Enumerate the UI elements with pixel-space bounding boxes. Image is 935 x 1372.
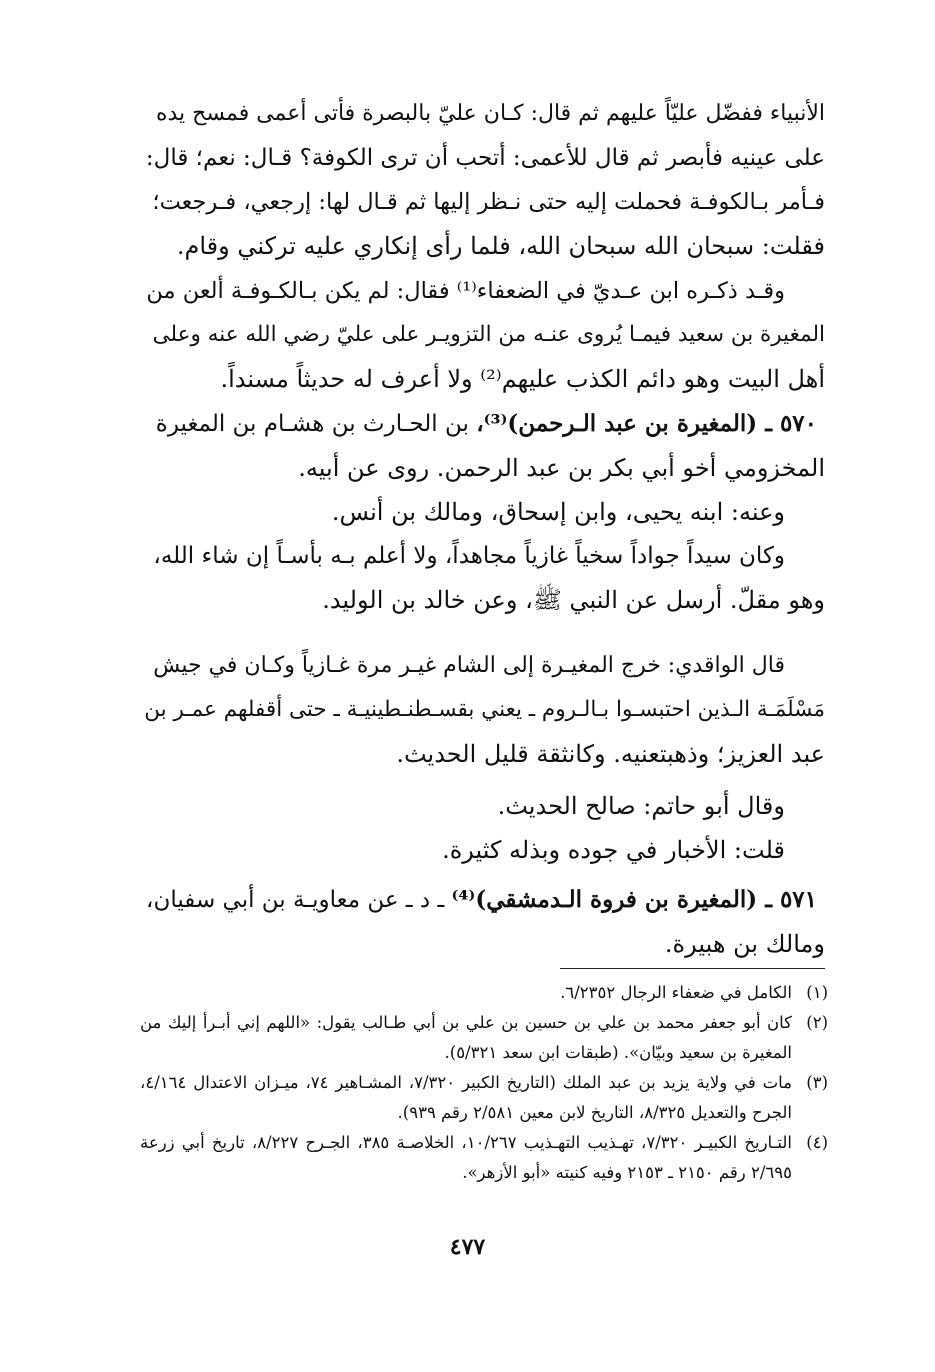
entry-570-lineage: بن الحـارث بن هشـام بن المغيرة — [155, 411, 477, 437]
paragraph-abu-hatim — [145, 784, 825, 872]
text-line: أهل البيت وهو دائم الكذب عليهم⁽²⁾ ولا أعرف له حديثاً مسنداً. — [220, 365, 825, 393]
entry-570-heading: ٥٧٠ ـ (المغيرة بن عبد الـرحمن)⁽³⁾، — [476, 410, 817, 437]
text-line: فقلت: سبحان الله سبحان الله، فلما رأى إنكاري عليه تركني وقام. — [176, 232, 825, 260]
entry-571 — [145, 878, 825, 966]
entry-570-first-line — [145, 402, 825, 446]
paragraph-ibn-adi — [145, 269, 825, 401]
paragraph-prophets — [145, 92, 825, 268]
text-line: مَسْلَمَـة الـذين احتبسـوا بـالـروم ـ يعني بقسـطنـطينيـة ـ حتى أقفلهم عمـر بن — [144, 697, 825, 722]
entry-571-first-line — [145, 878, 825, 922]
text-line: قال الواقدي: خرج المغيـرة إلى الشام غيـر مرة غـازياً وكـان في جيش — [153, 653, 785, 678]
footnote-text: التـاريخ الكبيـر ٧/٣٢٠، تهـذيب التهـذيب ١٠/٢٦٧، الخلاصـة ٣٨٥، الجـرح ٨/٢٢٧، تاريخ أبي زرعة ٢/٦٩٥ رقم ٢١٥٠ ـ ٢١٥٣ وفيه كنيته «أبو الأزهر». — [140, 1133, 792, 1182]
text-line: على عينيه فأبصر ثم قال للأعمى: أتحب أن ترى الكوفة؟ قـال: نعم؛ قال: — [145, 145, 825, 171]
footnote-3 — [140, 1068, 828, 1128]
entry-571-rest: ـ د ـ عن معاويـة بن أبي سفيان، — [146, 887, 452, 913]
text-line: وكان سيداً جواداً سخياً غازياً مجاهداً، ولا أعلم بـه بأسـاً إن شاء الله، — [153, 543, 785, 569]
text-line: الأنبياء ففضّل عليّاً عليهم ثم قال: كـان عليّ بالبصرة فأتى أعمى فمسح يده — [155, 101, 825, 126]
footnote-1 — [140, 978, 828, 1008]
text-line: ومالك بن هبيرة. — [664, 930, 825, 958]
footnote-text: الكامل في ضعفاء الرجال ٦/٢٣٥٢. — [560, 983, 792, 1002]
text-line: قلت: الأخبار في جوده وبذله كثيرة. — [442, 836, 785, 864]
text-line: المغيرة بن سعيد فيمـا يُروى عنـه من التزويـر على عليّ رضي الله عنه وعلى — [152, 322, 825, 347]
entry-571-heading: ٥٧١ ـ (المغيرة بن فروة الـدمشقي)⁽⁴⁾ — [451, 886, 817, 913]
text-line: المخزومي أخو أبي بكر بن عبد الرحمن. روى عن أبيه. — [298, 454, 825, 482]
paragraph-waqidi — [145, 644, 825, 776]
footnote-text: مات في ولاية يزيد بن عبد الملك (التاريخ الكبير ٧/٣٢٠، المشـاهير ٧٤، ميـزان الاعتدال ٤/١٦٤، الجرح والتعديل ٨/٣٢٥، التاريخ لابن معين ٢/٥٨١ رقم ٩٣٩). — [140, 1073, 792, 1122]
footnote-4 — [140, 1128, 828, 1188]
footnote-number: (١) — [806, 983, 828, 1002]
text-line: فـأمر بـالكوفـة فحملت إليه حتى نـظر إليها ثم قـال لها: إرجعي، فـرجعت؛ — [152, 189, 825, 215]
footnote-number: (٤) — [806, 1133, 828, 1152]
text-line: عبد العزيز؛ وذهبتعنيه. وكانثقة قليل الحديث. — [396, 740, 825, 768]
footnote-number: (٢) — [806, 1013, 828, 1032]
footnotes — [140, 978, 828, 1188]
text-line: وهو مقلّ. أرسل عن النبي ﷺ، وعن خالد بن الوليد. — [322, 586, 825, 614]
text-line: وقـد ذكـره ابن عـديّ في الضعفاء⁽¹⁾ فقال: لم يكن بـالكـوفـة ألعن من — [146, 278, 785, 304]
footnote-2 — [140, 1008, 828, 1068]
footnote-number: (٣) — [806, 1073, 828, 1092]
text-line: وقال أبو حاتم: صالح الحديث. — [497, 792, 785, 820]
footnote-text: كان أبو جعفر محمد بن علي بن حسين بن علي بن أبي طـالب يقول: «اللهم إني أبـرأ إليك من المغيرة بن سعيد وبيّان». (طبقات ابن سعد ٥/٣٢١). — [140, 1013, 792, 1062]
footnote-separator — [560, 968, 825, 969]
text-line: وعنه: ابنه يحيى، وابن إسحاق، ومالك بن أنس. — [331, 498, 785, 526]
page-number: ٤٧٧ — [449, 1234, 486, 1260]
entry-570 — [145, 402, 825, 622]
